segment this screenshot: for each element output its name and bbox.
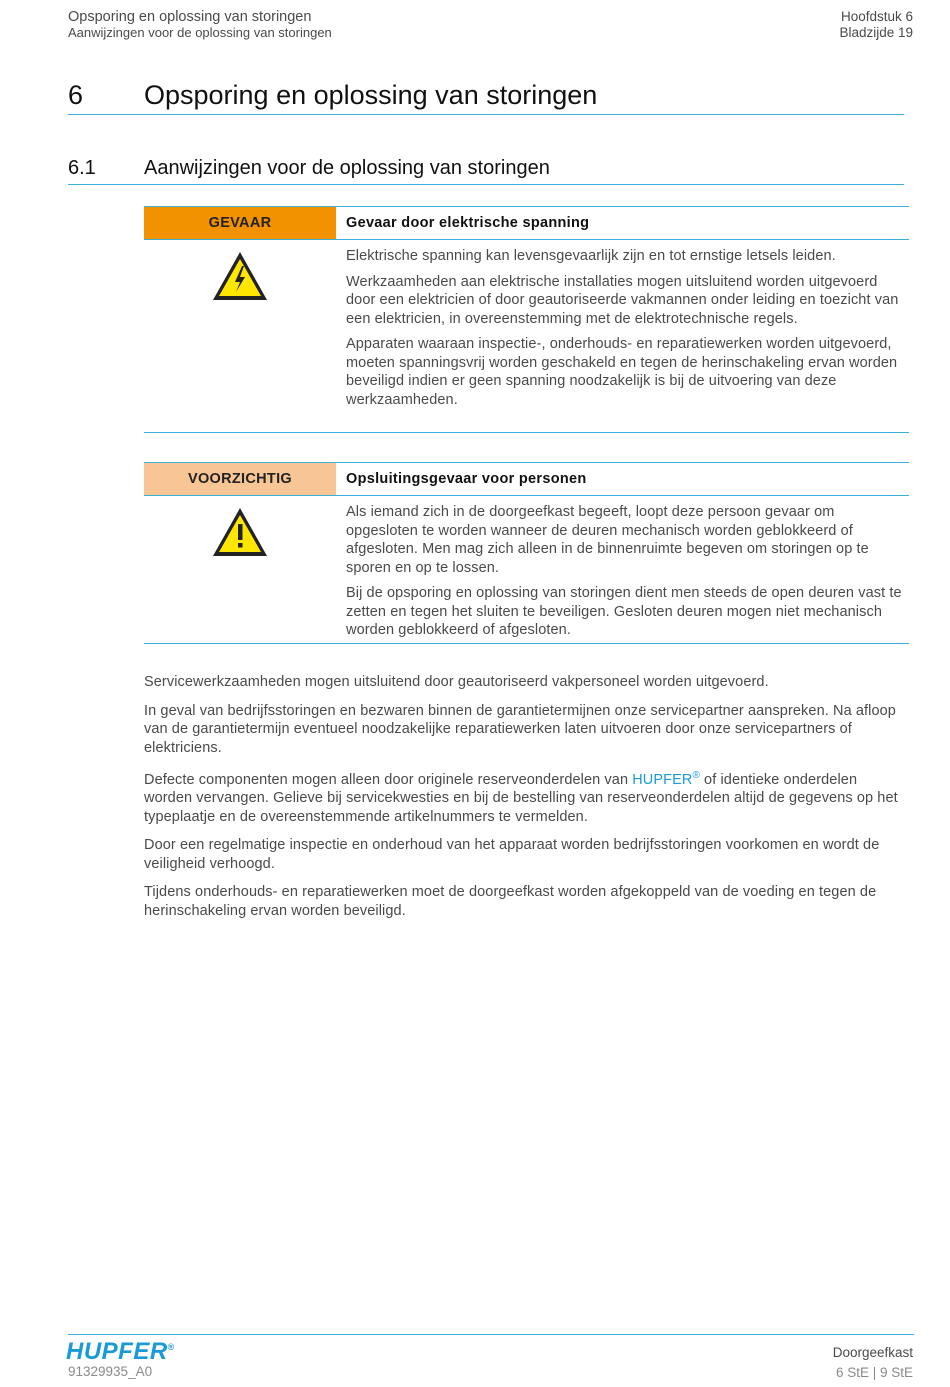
header-chapter-number: Hoofdstuk 6	[840, 9, 913, 24]
body-paragraph: Servicewerkzaamheden mogen uitsluitend door geautoriseerd vakpersoneel worden uitgevoerd.	[144, 674, 769, 690]
product-variants: 6 StE | 9 StE	[835, 1365, 913, 1380]
section-number: 6.1	[68, 157, 96, 179]
document-number: 91329935_A0	[68, 1364, 153, 1379]
body-text-run: of identieke onderdelen worden vervangen. Gelieve bij servicekwesties en bij de bestelling van reserveonderdelen altijd de gegevens op het typeplaatje en de overeenstemmende artikelnummers te vermelden.	[144, 771, 898, 825]
notice-paragraph: Als iemand zich in de doorgeefkast begeeft, loopt deze persoon gevaar om opgesloten te worden wanneer de deuren mechanisch worden geblokkeerd of afgesloten. Men mag zich alleen in de binnenruimte begeven om storingen op te sporen en op te lossen.	[346, 504, 869, 576]
notice-paragraph: Apparaten waaraan inspectie-, onderhouds- en reparatiewerken worden uitgevoerd, moeten spanningsvrij worden geschakeld en tegen de herinschakeling ervan worden beveiligd indien er geen spanning noodzakelijk is bij de uitvoering van deze werkzaamheden.	[346, 336, 898, 408]
signal-word-caution: VOORZICHTIG	[144, 463, 336, 495]
chapter-title: Opsporing en oplossing van storingen	[144, 80, 598, 110]
header-chapter-title: Opsporing en oplossing van storingen	[68, 9, 312, 25]
chapter-number: 6	[68, 80, 84, 110]
body-paragraph: In geval van bedrijfsstoringen en bezwaren binnen de garantietermijnen onze servicepartner aanspreken. Na afloop van de garantietermijn eventueel noodzakelijke reparatiewerken laten uitvoeren door onze servicepartners of elektriciens.	[144, 702, 896, 756]
product-name: Doorgeefkast	[832, 1345, 913, 1360]
body-paragraph: Door een regelmatige inspectie en onderhoud van het apparaat worden bedrijfsstoringen voorkomen en wordt de veiligheid verhoogd.	[144, 837, 880, 872]
chapter-heading	[68, 80, 904, 115]
caution-notice	[144, 462, 909, 644]
hupfer-logo: HUPFER®	[66, 1338, 175, 1365]
notice-title: Opsluitingsgevaar voor personen	[346, 471, 587, 487]
body-text-run: Defecte componenten mogen alleen door originele reserveonderdelen van	[144, 771, 633, 788]
brand-name: HUPFER®	[632, 770, 700, 788]
general-warning-icon	[211, 506, 269, 558]
signal-word-danger: GEVAAR	[144, 207, 336, 239]
section-title: Aanwijzingen voor de oplossing van storingen	[144, 157, 550, 179]
header-page-number: Bladzijde 19	[839, 25, 913, 40]
running-header-left	[68, 9, 332, 41]
danger-notice	[144, 206, 909, 433]
running-header-right	[839, 9, 913, 41]
footer-right	[833, 1343, 913, 1383]
footer-divider	[68, 1334, 914, 1335]
body-text	[144, 673, 904, 930]
body-paragraph	[144, 767, 904, 826]
notice-title: Gevaar door elektrische spanning	[346, 215, 590, 231]
notice-paragraph: Werkzaamheden aan elektrische installaties mogen uitsluitend worden uitgevoerd door een elektricien of door geautoriseerde vakmannen onder leiding en toezicht van een elektricien, in overeenstemming met de elektrotechnische regels.	[346, 273, 899, 327]
body-paragraph: Tijdens onderhouds- en reparatiewerken moet de doorgeefkast worden afgekoppeld van de voeding en tegen de herinschakeling ervan worden beveiligd.	[144, 884, 877, 919]
electric-hazard-icon	[211, 250, 269, 302]
header-section-title: Aanwijzingen voor de oplossing van storingen	[68, 25, 332, 40]
notice-paragraph: Bij de opsporing en oplossing van storingen dient men steeds de open deuren vast te zetten en tegen het sluiten te beveiligen. Gesloten deuren mogen niet mechanisch worden geblokkeerd of afgesloten.	[346, 585, 902, 638]
section-heading	[68, 157, 904, 185]
notice-paragraph: Elektrische spanning kan levensgevaarlijk zijn en tot ernstige letsels leiden.	[346, 248, 836, 264]
